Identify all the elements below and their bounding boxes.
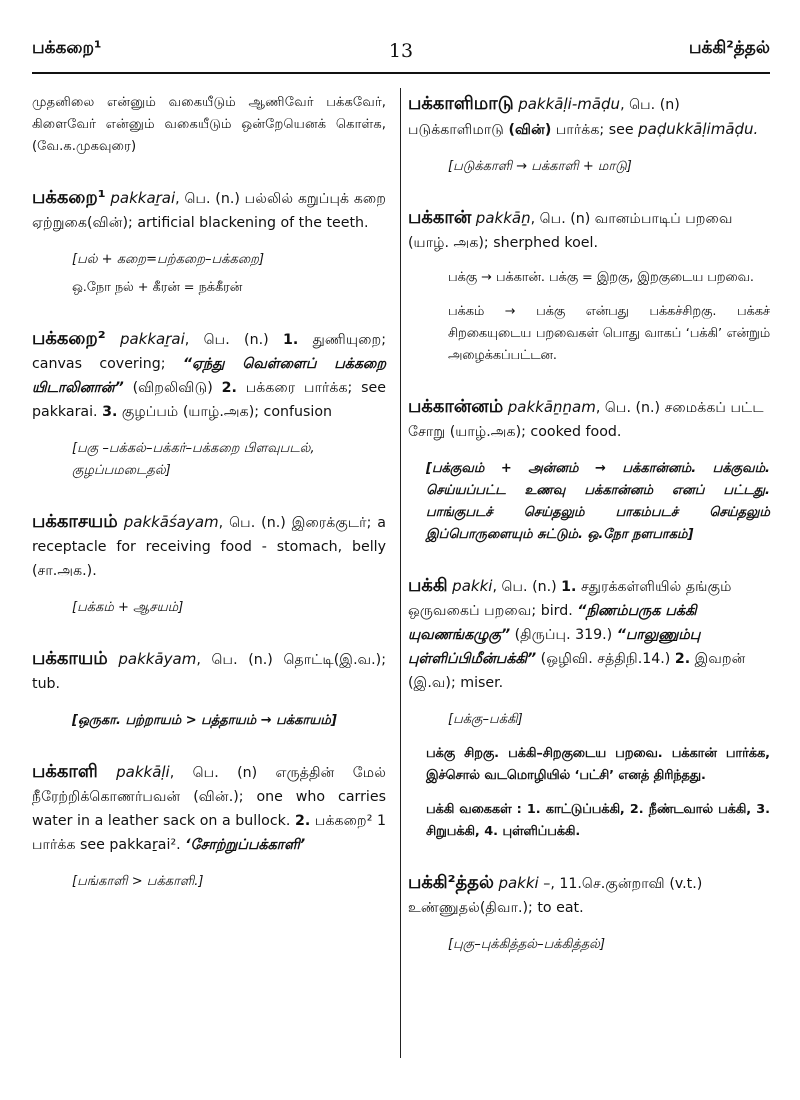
sense-number: 1.	[282, 332, 299, 348]
explanation: பக்கு → பக்கான். பக்கு = இறகு, இறகுடைய பறவை.	[448, 270, 754, 285]
etymology: [புகு–புக்கித்தல்–பக்கித்தல்]	[448, 937, 606, 952]
explanation: பக்கம் → பக்கு என்பது பக்கச்சிறகு. பக்கச் சிறகையுடைய பறவைகள் பொது வாகப் ‘பக்கி’ என்றும் அழைக்கப்பட்டன.	[448, 304, 770, 363]
guide-word-left: பக்கறை¹	[32, 38, 102, 58]
entry-definition	[408, 574, 770, 695]
entry-pakkittal	[408, 871, 770, 956]
page-header	[32, 38, 770, 74]
entry-definition	[32, 760, 386, 857]
definition-text: சதுரக்கள்ளியில் தங்கும் ஒருவகைப் பறவை; bird.	[408, 579, 732, 619]
headword: பக்காளி	[32, 761, 98, 782]
etymology: [பக்கம் + ஆசயம்]	[72, 600, 184, 615]
etymology: [பங்காளி > பக்காளி.]	[72, 874, 204, 889]
explanation: பக்கி வகைகள் : 1. காட்டுப்பக்கி, 2. நீண்டவால் பக்கி, 3. சிறுபக்கி, 4. புள்ளிப்பக்கி.	[426, 802, 770, 839]
quotation: “நிணம்பருக பக்கி யுவணங்கழுகு”	[408, 603, 697, 643]
entry-definition	[32, 647, 386, 696]
definition-text: , பெ. (n) படுக்காளிமாடு	[408, 97, 680, 138]
right-column	[408, 92, 770, 956]
headword: பக்காயம்	[32, 648, 108, 669]
transliteration: pakkāśayam	[123, 513, 219, 531]
entry-pakkarai-2	[32, 327, 386, 482]
sense-number: 2.	[221, 380, 237, 396]
definition-text: , பெ. (n.) பல்லில் கறுப்புக் கறை ஏற்றுகை(வின்); artificial blackening of the teeth.	[32, 191, 386, 231]
definition-text: துணியுறை; canvas covering;	[32, 332, 387, 372]
headword: பக்காளிமாடு	[408, 93, 514, 114]
definition-text: இவறன் (இ.வ); miser.	[408, 651, 746, 691]
cross-reference: paḍukkāḷimāḍu.	[638, 120, 759, 138]
transliteration: pakkaṟai	[119, 330, 185, 348]
transliteration: pakkāyam	[118, 650, 197, 668]
headword: பக்கான்னம்	[408, 396, 504, 417]
transliteration: pakki	[452, 577, 493, 595]
transliteration: pakkāḷi	[116, 763, 170, 781]
entry-definition	[32, 186, 386, 235]
entry-definition	[408, 206, 770, 255]
entry-pakkannam	[408, 395, 770, 546]
definition-text: , பெ. (n.) இரைக்குடர்; a receptacle for receiving food - stomach, belly (சா.அக.).	[32, 515, 386, 579]
citation: (விறலிவிடு)	[132, 380, 213, 396]
sense-number: 1.	[561, 579, 577, 595]
entry-definition	[408, 871, 770, 920]
entry-pakkali-madu	[408, 92, 770, 178]
left-column	[32, 92, 386, 893]
headword: பக்காசயம்	[32, 511, 118, 532]
headword: பக்கான்	[408, 207, 472, 228]
citation: (திருப்பு. 319.)	[514, 627, 613, 643]
citation: (ஒழிவி. சத்திநி.14.)	[540, 651, 671, 667]
transliteration: pakkāṉ	[475, 209, 531, 227]
definition-text: –, 11.செ.குன்றாவி (v.t.) உண்ணுதல்(திவா.); to eat.	[408, 876, 703, 916]
quotation: “பாலுணும்பு புள்ளிப்பிமீன்பக்கி”	[408, 627, 701, 667]
sense-number: 3.	[102, 404, 118, 420]
entry-definition	[32, 327, 386, 424]
transliteration: pakki	[498, 874, 539, 892]
headword: பக்கி²த்தல்	[408, 872, 494, 893]
transliteration: pakkāḷi-māḍu	[518, 95, 621, 113]
source-tag: (வின்)	[508, 122, 552, 138]
entry-pakkan	[408, 206, 770, 367]
column-divider	[400, 88, 401, 1058]
definition-text: , பெ. (n) எருத்தின் மேல் நீரேற்றிக்கொணர்பவன் (வின்.); one who carries water in a leather sack on a bullock.	[32, 765, 386, 829]
definition-text: பக்கறை² 1 பார்க்க see pakkaṟai².	[32, 813, 387, 853]
definition-text: , பெ. (n.)	[184, 332, 269, 348]
headword: பக்கறை¹	[32, 187, 106, 208]
sense-number: 2.	[674, 651, 691, 667]
definition-text: , பெ. (n.) சமைக்கப் பட்ட சோறு (யாழ்.அக); cooked food.	[408, 400, 764, 440]
entry-definition	[408, 92, 770, 142]
sense-number: 2.	[295, 813, 311, 829]
guide-word-right: பக்கி²த்தல்	[688, 38, 770, 58]
etymology: [பக்குவம் + அன்னம் → பக்கான்னம். பக்குவம். செய்யப்பட்ட உணவு பக்கான்னம் எனப் பட்டது. பாங்குபடச் செய்தலும் பாகம்படச் செய்தலும் இப்பொருளையும் சுட்டும். ஒ.நோ நளபாகம்]	[426, 461, 770, 542]
etymology: [பக்கு–பக்கி]	[448, 712, 523, 727]
etymology: [பகு –பக்கல்–பக்கர்–பக்கறை பிளவுபடல், குழப்பமடைதல்]	[72, 441, 315, 478]
entry-pakkarai-1	[32, 186, 386, 299]
definition-text: , பெ. (n) வானம்பாடிப் பறவை (யாழ். அக); sherphed koel.	[408, 211, 733, 251]
definition-text: பார்க்க; see	[555, 122, 634, 138]
definition-text: , பெ. (n.) தொட்டி(இ.வ.); tub.	[32, 652, 386, 692]
transliteration: pakkāṉṉam	[507, 398, 596, 416]
quotation: “ஏந்து வெள்ளைப் பக்கறை யிடாலினான்”	[32, 356, 386, 396]
entry-pakkasayam	[32, 510, 386, 619]
entry-definition	[408, 395, 770, 444]
page-number: 13	[388, 40, 414, 62]
entry-pakkayam	[32, 647, 386, 732]
transliteration: pakkaṟai	[110, 189, 176, 207]
compare-note: ஒ.நோ நல் + கீரன் = நக்கீரன்	[72, 280, 243, 295]
definition-text: , பெ. (n.)	[492, 579, 557, 595]
etymology: [படுக்காளி → பக்காளி + மாடு]	[448, 159, 632, 174]
definition-text: பக்கரை பார்க்க; see pakkarai.	[32, 380, 387, 420]
quotation: ‘சோற்றுப்பக்காளி’	[185, 837, 306, 853]
entry-pakkali	[32, 760, 386, 893]
entry-definition	[32, 510, 386, 583]
etymology: [ஒருகா. பற்றாயம் > பத்தாயம் → பக்காயம்]	[72, 713, 337, 728]
headword: பக்கறை²	[32, 328, 106, 349]
etymology: [பல் + கறை=பற்கறை–பக்கறை]	[72, 252, 265, 267]
continued-text: முதனிலை என்னும் வகையீடும் ஆணிவேர் பக்கவேர், கிளைவேர் என்னும் வகையீடும் ஒன்றேயெனக் கொள்க, (வே.க.முகவுரை)	[32, 95, 386, 154]
definition-text: குழப்பம் (யாழ்.அக); confusion	[121, 404, 333, 420]
explanation: பக்கு சிறகு. பக்கி–சிறகுடைய பறவை. பக்கான் பார்க்க, இச்சொல் வடமொழியில் ‘பட்சி’ எனத் திரிந்தது.	[426, 746, 770, 783]
entry-pakki	[408, 574, 770, 843]
headword: பக்கி	[408, 575, 448, 596]
